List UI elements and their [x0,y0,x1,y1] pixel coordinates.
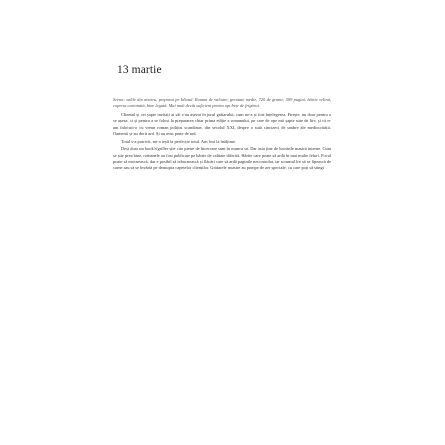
body-paragraph: Clientul și cei șapte invitați ai săi s-au așezat în jurul grătarului, cum ne-a și fost înțelegerea. Firește, nu doar pentru a se așeza, ci și pentru a se folosi la prepararea chiar prima ediție a romanului, pe care de ope mii șapte sute de lire, și că n-am înlocuit-o cu vreun roman polițist scandinav, din secolul XXI, despre o sută cincizeci de umbre ale mediocrității. Oamenii și-au dorit ard. Și au avut parte de ard. [113,112,331,137]
body-paragraph: Totul s-a potrivit, mi-a ieșit la perfecție totul. Am fost la înălțime. [121,138,237,144]
body-text [113,97,331,172]
body-paragraph: Deși doar un book'n'griller știe cite pietre de încercare sunt în munca sa. Dar asta ține de lucrările mastră interne. Cum se știe prea bine, romanele au fost publicate pe hârtie de calitate diferită. Hârtie care poate să ardă în mai multe feluri. Focul poate să mocnească, dar e posibil să izbucnească și flăcări care să ardă paginile necontrolat, iar scrumul lor să se lipească de carne sau să se învârtă pe deasupra capetelor clienților. Grătarele noastre au pompe de aer speciale, cu care poți să stingi [113,146,331,171]
intro-paragraph: Scena: salile din nisetru, preparat pe Idiotul. Roman de valoare, greutate medie, 720 de grame, 509 pagini, hârtie velină, coperta cartonată, bine legată. Mai mult decât suficient pentru opt bețe de frigărui. [113,97,331,109]
page-title: 13 martie [117,64,162,76]
